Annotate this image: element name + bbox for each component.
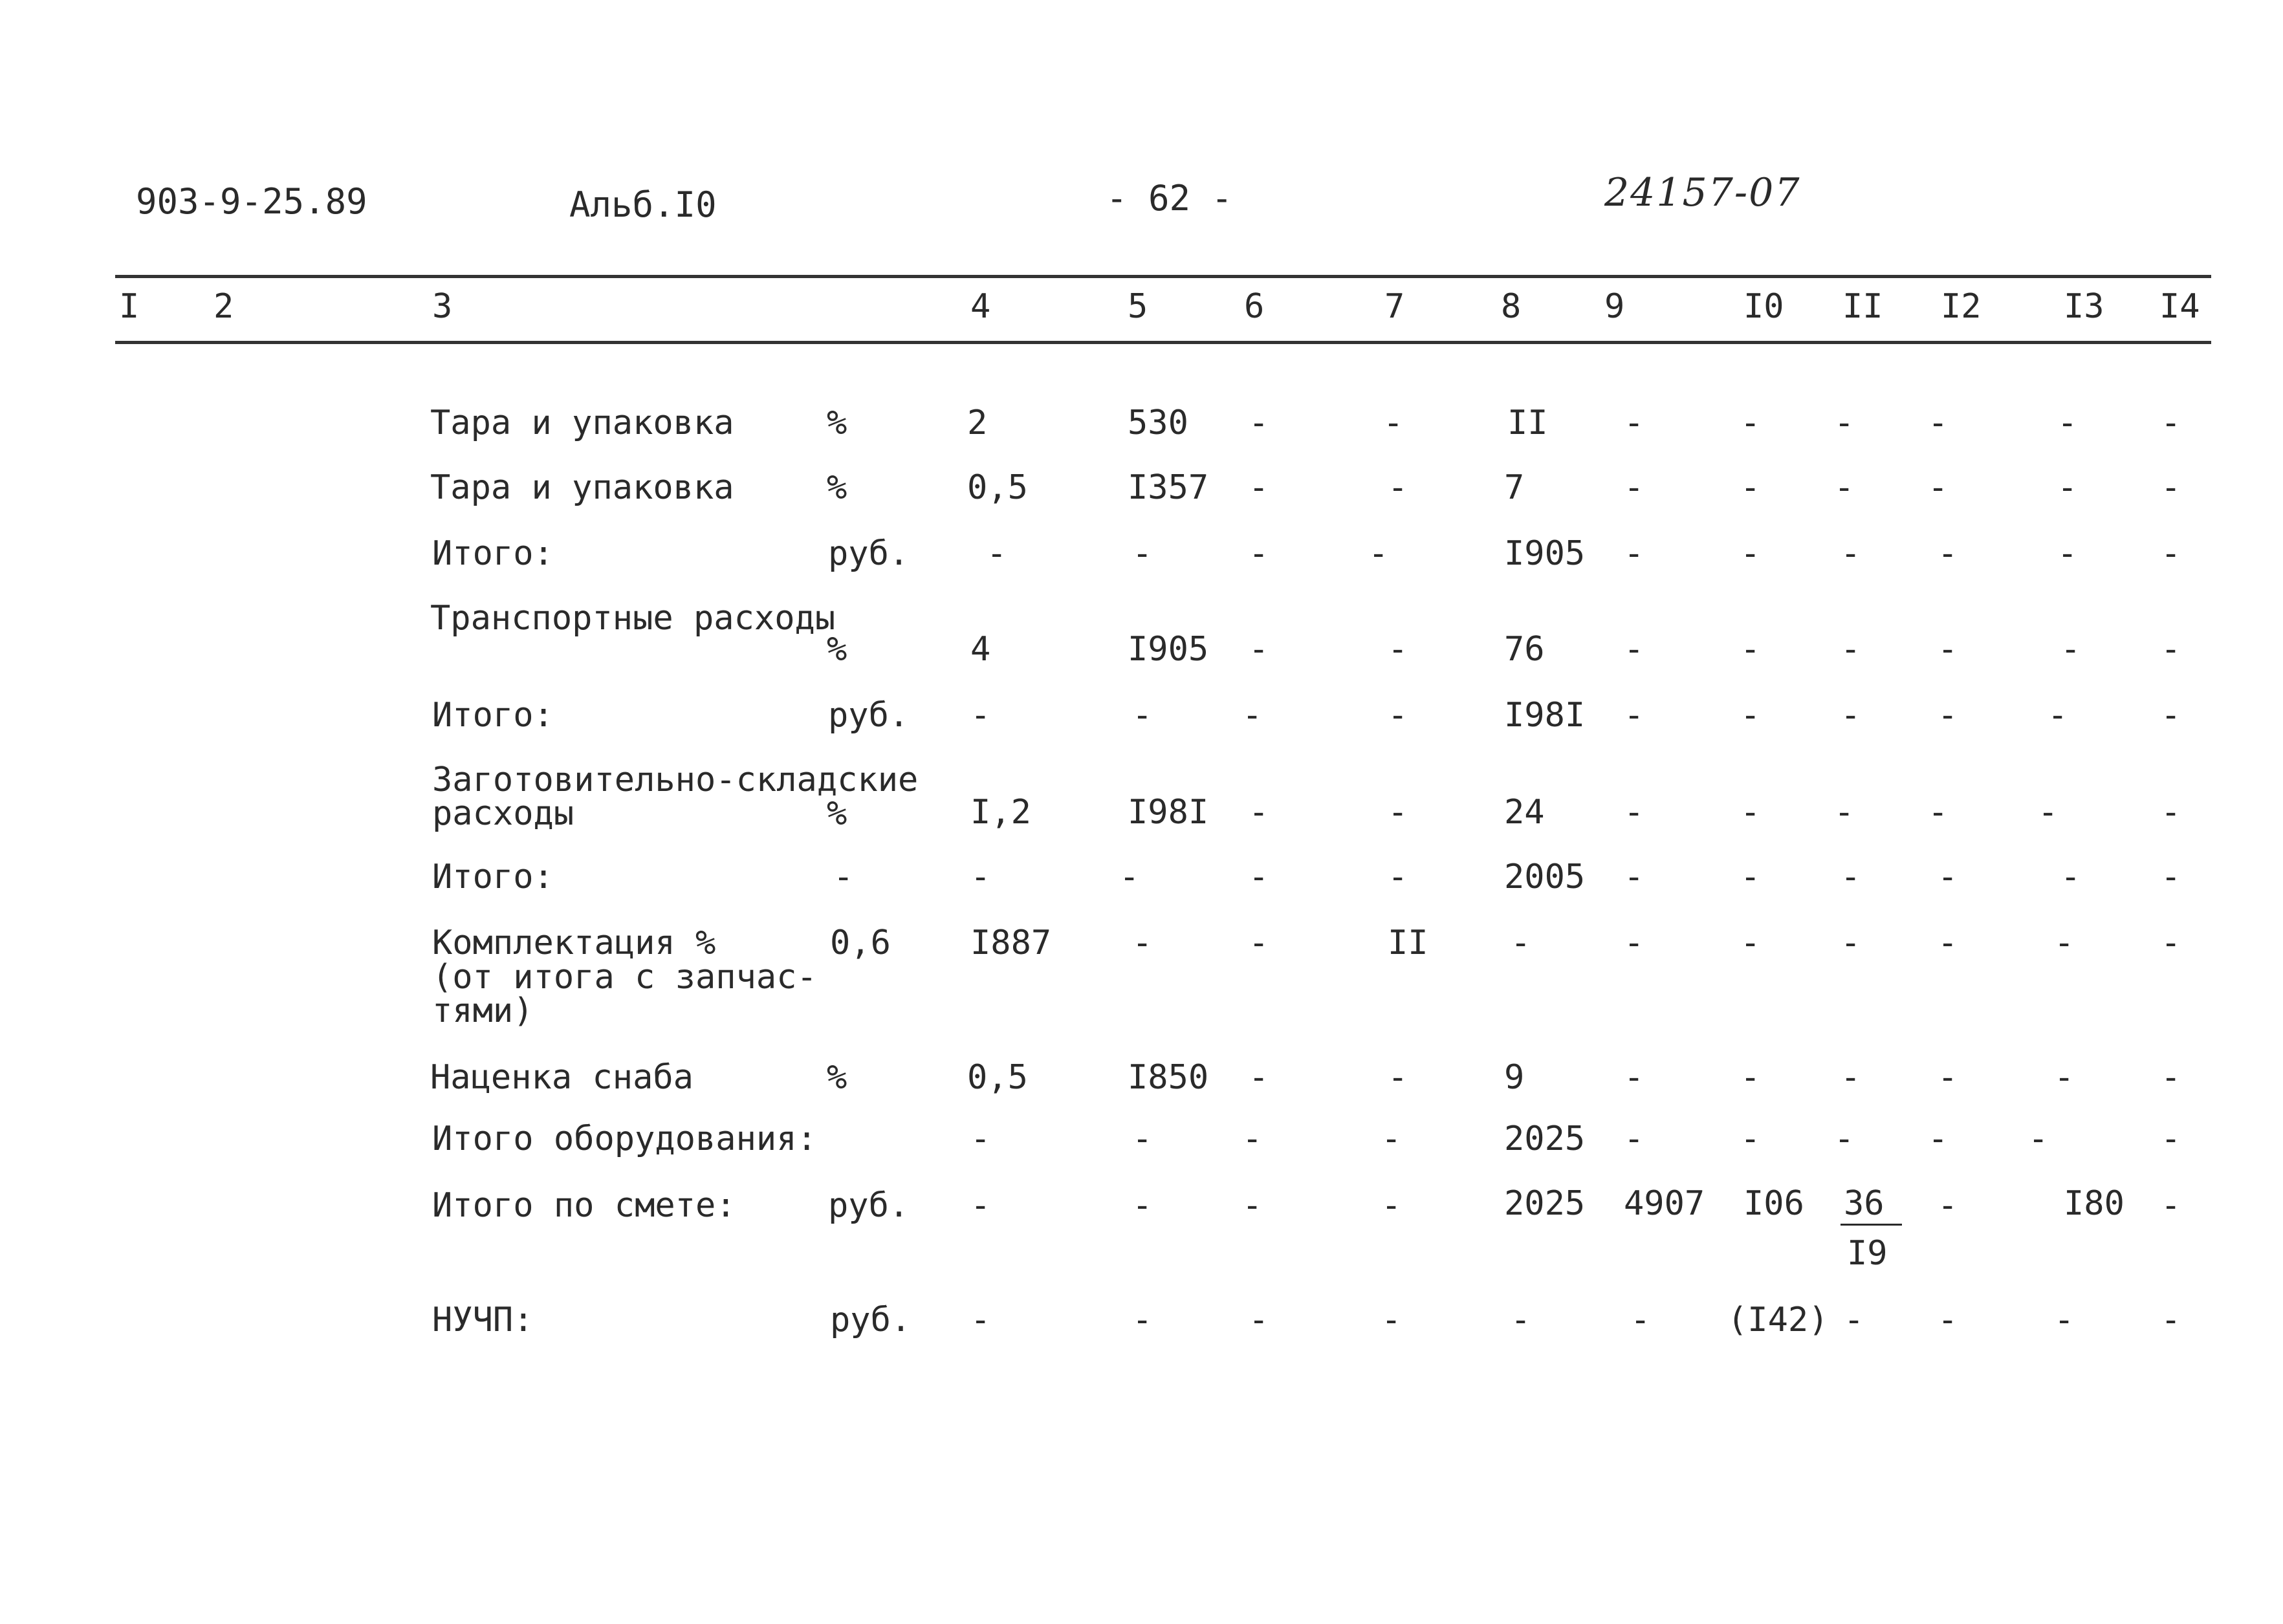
row-label: Итого оборудования:	[432, 1120, 817, 1158]
cell-col7: -	[1388, 696, 1408, 735]
cell-col11: -	[1834, 404, 1855, 442]
cell-col8: 76	[1504, 630, 1545, 669]
cell-col7: -	[1383, 404, 1404, 442]
cell-col10: (I42)	[1727, 1301, 1829, 1339]
cell-col9: -	[1624, 696, 1644, 735]
cell-col10: I06	[1743, 1184, 1804, 1223]
cell-col11-numerator: 36	[1844, 1184, 1884, 1223]
album-number: Альб.I0	[569, 184, 717, 225]
column-number-6: 6	[1244, 287, 1265, 326]
cell-col10: -	[1740, 468, 1761, 507]
cell-col11: -	[1841, 630, 1861, 669]
cell-col6: -	[1249, 858, 1269, 896]
cell-col6: -	[1249, 1301, 1269, 1339]
cell-col14: -	[2161, 404, 2181, 442]
column-number-10: I0	[1743, 287, 1784, 326]
cell-col12: -	[1938, 924, 1958, 962]
cell-col9: -	[1624, 1120, 1644, 1158]
cell-col8: 2025	[1504, 1120, 1586, 1158]
cell-col12: -	[1928, 793, 1949, 832]
row-label: Тара и упаковка	[430, 468, 734, 507]
cell-col7: -	[1388, 793, 1408, 832]
cell-col5: -	[1132, 1186, 1153, 1225]
cell-col9: -	[1624, 468, 1644, 507]
cell-col8: 2025	[1504, 1184, 1586, 1223]
cell-col13: -	[2057, 534, 2078, 573]
cell-col4: -	[987, 534, 1007, 573]
row-unit: %	[827, 404, 847, 442]
cell-col6: -	[1249, 534, 1269, 573]
handwritten-inventory-number: 24157-07	[1604, 170, 1801, 215]
row-label: Транспортные расходы	[430, 599, 836, 638]
row-label: Итого по смете:	[432, 1186, 736, 1225]
cell-col14: -	[2161, 468, 2181, 507]
column-number-13: I3	[2064, 287, 2104, 326]
cell-col14: -	[2161, 1058, 2181, 1097]
cell-col7: -	[1381, 1120, 1402, 1158]
cell-col11: -	[1841, 1058, 1861, 1097]
cell-col8: -	[1511, 924, 1531, 962]
row-label: Заготовительно-складские	[432, 761, 919, 799]
cell-col5: I850	[1128, 1058, 1209, 1097]
cell-col14: -	[2161, 1120, 2181, 1158]
fraction-line	[1841, 1224, 1902, 1226]
page-number: - 62 -	[1106, 178, 1233, 219]
cell-col11: -	[1834, 1120, 1855, 1158]
cell-col4: -	[970, 1120, 991, 1158]
row-unit: %	[827, 630, 847, 669]
cell-col8: 24	[1504, 793, 1545, 832]
row-label-line-3: тями)	[432, 991, 534, 1030]
cell-col4: -	[970, 696, 991, 735]
cell-col11: -	[1834, 793, 1855, 832]
cell-col4: I887	[970, 924, 1052, 962]
cell-col8: -	[1511, 1301, 1531, 1339]
column-number-12: I2	[1941, 287, 1982, 326]
cell-col6: -	[1242, 1186, 1263, 1225]
cell-col12: -	[1938, 696, 1958, 735]
cell-col8: 2005	[1504, 858, 1586, 896]
cell-col11: -	[1841, 858, 1861, 896]
cell-col5: I905	[1128, 630, 1209, 669]
row-label: Итого:	[432, 696, 554, 735]
cell-col5: -	[1119, 858, 1140, 896]
cell-col14: -	[2161, 630, 2181, 669]
cell-col6: -	[1249, 630, 1269, 669]
cell-col8: I905	[1504, 534, 1586, 573]
row-label-line-2: расходы	[432, 794, 574, 833]
cell-col13: -	[2038, 793, 2059, 832]
row-label: Комплектация %	[432, 924, 716, 962]
cell-col14: -	[2161, 534, 2181, 573]
cell-col14: -	[2161, 793, 2181, 832]
row-label: Итого:	[432, 534, 554, 573]
cell-col5: -	[1132, 1301, 1153, 1339]
cell-col7: -	[1381, 1186, 1402, 1225]
cell-col13: -	[2048, 696, 2068, 735]
cell-col5: -	[1132, 534, 1153, 573]
cell-col12: -	[1938, 1058, 1958, 1097]
row-unit: %	[827, 1058, 847, 1097]
cell-col11: -	[1841, 534, 1861, 573]
cell-col6: -	[1249, 924, 1269, 962]
column-number-4: 4	[970, 287, 991, 326]
cell-col8: II	[1507, 404, 1548, 442]
cell-col10: -	[1740, 924, 1761, 962]
cell-col12: -	[1938, 1186, 1958, 1225]
cell-col9: -	[1624, 858, 1644, 896]
column-number-5: 5	[1128, 287, 1148, 326]
column-number-1: I	[119, 287, 140, 326]
cell-col7: -	[1388, 858, 1408, 896]
column-number-3: 3	[432, 287, 453, 326]
row-label: Тара и упаковка	[430, 404, 734, 442]
cell-col13: -	[2028, 1120, 2049, 1158]
row-unit: руб.	[828, 1186, 910, 1225]
cell-col6: -	[1249, 1058, 1269, 1097]
cell-col9: -	[1624, 404, 1644, 442]
cell-col4: -	[970, 858, 991, 896]
cell-col5: -	[1132, 696, 1153, 735]
cell-col12: -	[1928, 468, 1949, 507]
cell-col4: 0,5	[967, 468, 1028, 507]
cell-col13: -	[2054, 1058, 2075, 1097]
cell-col10: -	[1740, 630, 1761, 669]
cell-col14: -	[2161, 924, 2181, 962]
row-unit: -	[833, 858, 854, 896]
cell-col10: -	[1740, 858, 1761, 896]
cell-col10: -	[1740, 1058, 1761, 1097]
row-unit: %	[827, 468, 847, 507]
cell-col9: -	[1624, 924, 1644, 962]
cell-col9: -	[1630, 1301, 1651, 1339]
column-number-8: 8	[1501, 287, 1522, 326]
cell-col11: -	[1841, 924, 1861, 962]
cell-col7: -	[1388, 468, 1408, 507]
cell-col12: -	[1938, 1301, 1958, 1339]
cell-col13: -	[2054, 924, 2075, 962]
cell-col6: -	[1249, 468, 1269, 507]
cell-col13: -	[2054, 1301, 2075, 1339]
cell-col13: -	[2057, 468, 2078, 507]
cell-col13: -	[2060, 630, 2081, 669]
cell-col12: -	[1938, 858, 1958, 896]
header-rule-bottom	[115, 341, 2211, 344]
cell-col7: -	[1388, 1058, 1408, 1097]
cell-col7: -	[1388, 630, 1408, 669]
cell-col6: -	[1249, 404, 1269, 442]
cell-col5: -	[1132, 1120, 1153, 1158]
cell-col9: -	[1624, 534, 1644, 573]
row-label-line-2: (от итога с запчас-	[432, 958, 817, 997]
cell-col12: -	[1928, 1120, 1949, 1158]
column-number-14: I4	[2159, 287, 2200, 326]
row-unit: %	[827, 794, 847, 833]
row-label: НУЧП:	[432, 1301, 534, 1339]
cell-col10: -	[1740, 1120, 1761, 1158]
row-unit: руб.	[830, 1301, 912, 1339]
column-number-11: II	[1842, 287, 1883, 326]
cell-col12: -	[1938, 630, 1958, 669]
cell-col5: I357	[1128, 468, 1209, 507]
cell-col11-denominator: I9	[1847, 1234, 1888, 1273]
cell-col9: -	[1624, 630, 1644, 669]
row-unit: 0,6	[830, 924, 891, 962]
cell-col9: 4907	[1624, 1184, 1705, 1223]
cell-col13: -	[2060, 858, 2081, 896]
row-label: Наценка снаба	[430, 1058, 694, 1097]
cell-col4: I,2	[970, 793, 1031, 832]
cell-col8: 9	[1504, 1058, 1525, 1097]
cell-col4: -	[970, 1301, 991, 1339]
cell-col10: -	[1740, 534, 1761, 573]
document-code: 903-9-25.89	[136, 181, 367, 222]
cell-col14: -	[2161, 1186, 2181, 1225]
cell-col6: -	[1242, 1120, 1263, 1158]
column-number-7: 7	[1384, 287, 1405, 326]
cell-col4: 0,5	[967, 1058, 1028, 1097]
cell-col5: I98I	[1128, 793, 1209, 832]
cell-col9: -	[1624, 1058, 1644, 1097]
cell-col4: 4	[970, 630, 991, 669]
cell-col7: II	[1388, 924, 1428, 962]
cell-col7: -	[1368, 534, 1389, 573]
cell-col4: 2	[967, 404, 988, 442]
cell-col13: I80	[2064, 1184, 2125, 1223]
cell-col14: -	[2161, 696, 2181, 735]
cell-col9: -	[1624, 793, 1644, 832]
cell-col11: -	[1841, 696, 1861, 735]
cell-col10: -	[1740, 404, 1761, 442]
row-unit: руб.	[828, 534, 910, 573]
row-unit: руб.	[828, 696, 910, 735]
cell-col10: -	[1740, 696, 1761, 735]
cell-col12: -	[1938, 534, 1958, 573]
cell-col6: -	[1242, 696, 1263, 735]
cell-col11: -	[1834, 468, 1855, 507]
cell-col13: -	[2057, 404, 2078, 442]
cell-col14: -	[2161, 858, 2181, 896]
row-label: Итого:	[432, 858, 554, 896]
cell-col6: -	[1249, 793, 1269, 832]
column-number-9: 9	[1604, 287, 1625, 326]
cell-col5: -	[1132, 924, 1153, 962]
cell-col8: I98I	[1504, 696, 1586, 735]
cell-col4: -	[970, 1186, 991, 1225]
cell-col7: -	[1381, 1301, 1402, 1339]
cell-col12: -	[1928, 404, 1949, 442]
cell-col10: -	[1740, 793, 1761, 832]
cell-col11: -	[1844, 1301, 1864, 1339]
header-rule-top	[115, 275, 2211, 278]
column-number-2: 2	[213, 287, 234, 326]
cell-col8: 7	[1504, 468, 1525, 507]
cell-col5: 530	[1128, 404, 1188, 442]
cell-col14: -	[2161, 1301, 2181, 1339]
